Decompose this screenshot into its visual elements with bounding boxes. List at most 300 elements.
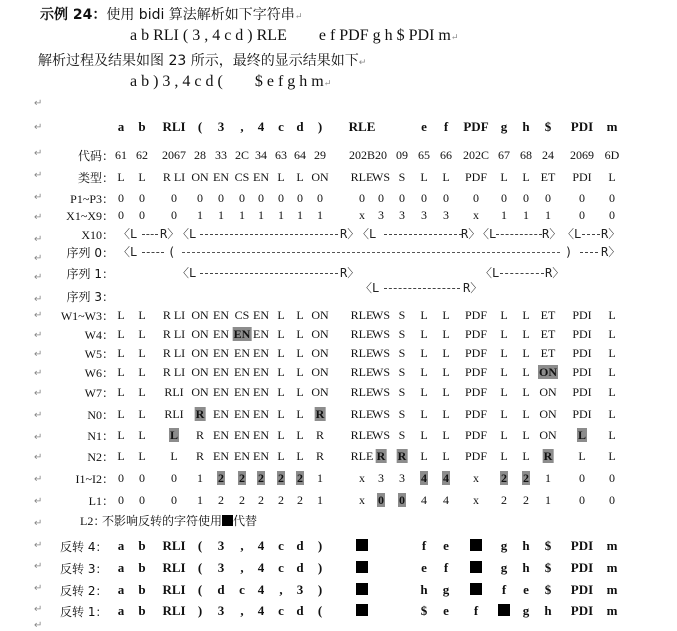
table-cell: 0: [118, 208, 124, 222]
table-cell: 64: [294, 148, 306, 162]
header-cell: PDI: [570, 119, 594, 134]
paragraph-mark-icon: ↵: [34, 496, 43, 507]
reversal-cell: e: [523, 582, 529, 597]
table-cell: EN: [213, 365, 229, 379]
row-label: 类型：: [77, 171, 114, 185]
reversal-cell: g: [522, 603, 530, 618]
description-line: [38, 50, 366, 70]
table-cell: L: [277, 428, 285, 442]
reversal-cell: ): [317, 560, 323, 575]
table-cell: R LI: [162, 365, 186, 379]
table-cell: EN: [253, 407, 269, 421]
table-cell: L: [608, 365, 616, 379]
table-cell: 2067: [162, 148, 186, 162]
table-cell: ON: [539, 385, 557, 399]
table-row: [0, 384, 677, 402]
table-cell: L: [296, 407, 304, 421]
table-cell: L: [117, 170, 125, 184]
table-cell: [543, 448, 554, 464]
row-label: P1~P3：: [70, 192, 114, 206]
highlighted-value: 0: [399, 493, 405, 507]
table-cell: 20: [375, 148, 387, 162]
paragraph-mark-icon: ↵: [34, 170, 43, 181]
table-cell: ET: [540, 327, 556, 341]
example-text: 使用 bidi 算法解析如下字符串: [106, 7, 295, 23]
table-cell: ET: [540, 346, 556, 360]
table-cell: [217, 470, 225, 486]
row-label: W7：: [84, 386, 114, 400]
highlighted-value: 2: [218, 471, 224, 485]
header-cell: RLI: [162, 119, 186, 134]
table-cell: ON: [311, 327, 329, 341]
table-cell: 0: [523, 191, 529, 205]
table-cell: L: [420, 428, 428, 442]
reversal-cell: m: [606, 560, 618, 575]
table-cell: 1: [545, 208, 551, 222]
run-open: 〈L: [480, 266, 500, 280]
reversal-label: 反转 4：: [60, 540, 108, 554]
table-row: [0, 147, 677, 165]
row-label: W4：: [84, 328, 114, 342]
run-dash: [580, 252, 598, 253]
table-cell: L: [117, 346, 125, 360]
table-cell: L: [442, 327, 450, 341]
table-row: [0, 169, 677, 187]
table-cell: PDF: [464, 327, 488, 341]
run-dash: [496, 234, 542, 235]
header-cell: RLE: [348, 119, 376, 134]
table-cell: 0: [239, 191, 245, 205]
result-string: [130, 73, 331, 91]
paragraph-mark-icon: ↵: [34, 122, 43, 133]
reversal-label: 反转 2：: [60, 584, 108, 598]
table-cell: RLE: [350, 428, 374, 442]
paragraph-mark-icon: ↵: [34, 583, 43, 594]
table-cell: L: [117, 449, 125, 463]
table-cell: 0: [399, 191, 405, 205]
reversal-label: 反转 3：: [60, 562, 108, 576]
table-header-row: [0, 119, 677, 137]
paragraph-mark-icon: ↵: [34, 561, 43, 572]
table-cell: RLI: [164, 385, 184, 399]
table-cell: EN: [213, 385, 229, 399]
placeholder-block-icon: [470, 560, 482, 576]
table-cell: L: [277, 365, 285, 379]
table-row: [0, 307, 677, 325]
table-cell: L: [608, 407, 616, 421]
table-cell: 0: [609, 208, 615, 222]
row-label: N0：: [87, 408, 114, 422]
table-cell: 1: [197, 471, 203, 485]
table-cell: 33: [215, 148, 227, 162]
table-cell: S: [398, 308, 406, 322]
table-cell: L: [522, 428, 530, 442]
table-cell: L: [522, 365, 530, 379]
table-cell: L: [442, 407, 450, 421]
table-cell: L: [277, 327, 285, 341]
table-cell: x: [359, 471, 365, 485]
table-cell: 1: [523, 208, 529, 222]
paragraph-mark-icon: ↵: [34, 212, 43, 223]
table-row: [0, 207, 677, 225]
reversal-cell: 4: [257, 582, 265, 597]
table-cell: [522, 470, 530, 486]
table-cell: R LI: [162, 346, 186, 360]
table-cell: L: [117, 327, 125, 341]
table-cell: L: [277, 385, 285, 399]
table-cell: EN: [253, 346, 269, 360]
placeholder-block-icon: [498, 603, 510, 619]
table-cell: L: [608, 170, 616, 184]
table-cell: RLE: [350, 449, 374, 463]
table-cell: PDF: [464, 308, 488, 322]
table-cell: [376, 448, 387, 464]
reversal-cell: b: [138, 560, 146, 575]
table-cell: L: [138, 308, 146, 322]
table-cell: L: [500, 346, 508, 360]
table-cell: PDF: [464, 385, 488, 399]
input-string: [130, 27, 458, 45]
reversal-cell: d: [296, 538, 304, 553]
table-cell: L: [277, 449, 285, 463]
result-string-text: a b ) 3 , 4 c d ( $ e f g h m: [130, 73, 324, 90]
black-square-icon: [356, 604, 368, 616]
table-cell: L: [138, 346, 146, 360]
table-cell: RLE: [350, 385, 374, 399]
highlighted-value: 2: [501, 471, 507, 485]
highlighted-value: 2: [297, 471, 303, 485]
header-cell: b: [138, 119, 146, 134]
table-cell: 0: [139, 191, 145, 205]
table-cell: L: [608, 428, 616, 442]
reversal-cell: b: [138, 582, 146, 597]
table-cell: L: [117, 365, 125, 379]
table-cell: 66: [440, 148, 452, 162]
reversal-cell: g: [442, 582, 450, 597]
table-cell: [257, 470, 265, 486]
table-cell: 4: [443, 493, 449, 507]
table-cell: 0: [359, 191, 365, 205]
table-cell: S: [398, 327, 406, 341]
table-cell: EN: [253, 449, 269, 463]
table-row: [0, 492, 677, 510]
table-cell: EN: [253, 385, 269, 399]
table-cell: L: [522, 308, 530, 322]
table-cell: L: [117, 407, 125, 421]
table-cell: [397, 448, 408, 464]
table-cell: L: [442, 170, 450, 184]
highlighted-value: R: [195, 407, 205, 421]
row-label: N1：: [87, 429, 114, 443]
table-cell: ON: [539, 428, 557, 442]
x10-row: [0, 226, 677, 244]
input-string-text: a b RLI ( 3 , 4 c d ) RLE e f PDF g h $ PDI m: [130, 27, 451, 44]
table-cell: 0: [473, 191, 479, 205]
table-cell: L: [608, 327, 616, 341]
table-cell: RLE: [350, 365, 374, 379]
reversal-cell: (: [197, 560, 203, 575]
table-cell: 1: [297, 208, 303, 222]
reversal-cell: a: [117, 538, 125, 553]
table-cell: L: [500, 407, 508, 421]
reversal-cell: b: [138, 538, 146, 553]
table-cell: 2: [523, 493, 529, 507]
l2-note: [102, 512, 257, 529]
table-cell: R LI: [162, 170, 186, 184]
table-cell: 0: [317, 191, 323, 205]
table-cell: 0: [609, 191, 615, 205]
paragraph-mark-icon: ↵: [34, 310, 43, 321]
paragraph-mark-icon: ↵: [34, 294, 43, 305]
table-cell: EN: [213, 407, 229, 421]
table-cell: L: [138, 428, 146, 442]
table-cell: 1: [218, 208, 224, 222]
table-cell: 2069: [570, 148, 594, 162]
table-cell: 1: [317, 208, 323, 222]
paragraph-mark-icon: ↵: [34, 388, 43, 399]
table-cell: L: [442, 365, 450, 379]
reversal-cell: $: [544, 582, 552, 597]
table-cell: PDF: [464, 407, 488, 421]
highlighted-value: 4: [421, 471, 427, 485]
l2-note-row: [0, 512, 677, 530]
table-cell: L: [296, 449, 304, 463]
table-cell: [315, 406, 326, 422]
table-cell: 0: [118, 493, 124, 507]
table-cell: L: [608, 385, 616, 399]
reversal-cell: ): [317, 582, 323, 597]
table-cell: WS: [372, 428, 390, 442]
table-cell: S: [398, 428, 406, 442]
table-cell: 0: [258, 191, 264, 205]
table-cell: L: [296, 170, 304, 184]
table-cell: EN: [234, 385, 250, 399]
table-cell: L: [420, 449, 428, 463]
reversal-cell: a: [117, 582, 125, 597]
run-close: R〉: [601, 245, 621, 259]
header-cell: ): [317, 119, 323, 134]
table-cell: L: [522, 327, 530, 341]
reversal-cell: RLI: [162, 603, 186, 618]
table-cell: CS: [234, 308, 250, 322]
sequence-0-row: [0, 244, 677, 262]
table-cell: R: [315, 449, 325, 463]
sequence-3-label: 序列 3：: [66, 290, 114, 304]
reversal-cell: 3: [217, 538, 225, 553]
table-cell: 1: [278, 208, 284, 222]
reversal-cell: PDI: [570, 560, 594, 575]
table-cell: L: [420, 407, 428, 421]
table-cell: EN: [253, 170, 269, 184]
reversal-cell: h: [420, 582, 428, 597]
table-cell: 63: [275, 148, 287, 162]
table-cell: L: [608, 449, 616, 463]
reversal-cell: ,: [279, 582, 283, 597]
paragraph-mark-icon: ↵: [34, 604, 43, 615]
isolate-open-paren: (: [168, 245, 176, 259]
table-cell: L: [442, 428, 450, 442]
paragraph-mark-icon: ↵: [34, 330, 43, 341]
reversal-cell: RLI: [162, 538, 186, 553]
row-label: 代码：: [77, 149, 114, 163]
table-cell: 0: [579, 493, 585, 507]
table-cell: 202B: [348, 148, 376, 162]
run-dash: [200, 234, 338, 235]
row-label: W1~W3：: [60, 309, 114, 323]
table-cell: L: [420, 170, 428, 184]
placeholder-block-icon: [356, 560, 368, 576]
table-cell: 0: [443, 191, 449, 205]
reversal-cell: 3: [217, 560, 225, 575]
reversal-cell: ,: [240, 560, 244, 575]
table-cell: L: [442, 346, 450, 360]
table-cell: 0: [545, 191, 551, 205]
table-cell: R: [195, 449, 205, 463]
table-cell: 0: [139, 493, 145, 507]
paragraph-mark-icon: ↵: [34, 98, 43, 109]
table-cell: L: [277, 170, 285, 184]
table-cell: L: [138, 385, 146, 399]
table-cell: L: [296, 428, 304, 442]
reversal-cell: c: [239, 582, 245, 597]
run-open: 〈L: [562, 227, 582, 241]
run-open: 〈L: [118, 227, 138, 241]
reversal-cell: ): [197, 603, 203, 618]
table-cell: 24: [542, 148, 554, 162]
table-cell: 6D: [604, 148, 620, 162]
table-cell: 2: [278, 493, 284, 507]
highlighted-value: L: [169, 428, 179, 442]
header-cell: g: [500, 119, 508, 134]
paragraph-mark-icon: ↵: [34, 432, 43, 443]
paragraph-mark-icon: ↵: [34, 368, 43, 379]
table-cell: ON: [191, 365, 209, 379]
sequence-3-row: [0, 288, 677, 306]
header-cell: d: [296, 119, 304, 134]
reversal-cell: b: [138, 603, 146, 618]
table-cell: 4: [421, 493, 427, 507]
table-cell: L: [420, 346, 428, 360]
table-cell: EN: [253, 327, 269, 341]
highlighted-value: 2: [258, 471, 264, 485]
table-cell: x: [473, 471, 479, 485]
table-cell: L: [296, 385, 304, 399]
l2-text-before: 不影响反转的字符使用: [102, 514, 223, 528]
table-cell: EN: [234, 407, 250, 421]
table-cell: L: [420, 385, 428, 399]
reversal-cell: a: [117, 560, 125, 575]
table-cell: PDF: [464, 365, 488, 379]
table-cell: 1: [545, 471, 551, 485]
table-cell: PDI: [572, 327, 592, 341]
table-cell: PDI: [572, 308, 592, 322]
l2-text-after: 代替: [233, 514, 258, 528]
table-cell: 3: [399, 208, 405, 222]
highlighted-value: 2: [278, 471, 284, 485]
reversal-cell: $: [544, 560, 552, 575]
table-cell: EN: [234, 428, 250, 442]
run-open: 〈L: [177, 266, 197, 280]
table-cell: [195, 406, 206, 422]
table-cell: 0: [579, 191, 585, 205]
table-cell: 1: [501, 208, 507, 222]
table-cell: WS: [372, 407, 390, 421]
reversal-cell: ,: [240, 603, 244, 618]
table-cell: WS: [372, 346, 390, 360]
black-square-icon: [470, 583, 482, 595]
highlighted-value: EN: [233, 327, 251, 341]
table-cell: ON: [311, 308, 329, 322]
reversal-cell: 3: [217, 603, 225, 618]
reversal-cell: PDI: [570, 582, 594, 597]
paragraph-mark-icon: ↵: [34, 192, 43, 203]
reversal-label: 反转 1：: [60, 605, 108, 619]
table-cell: x: [473, 208, 479, 222]
run-open: 〈L: [118, 245, 138, 259]
table-cell: ON: [191, 170, 209, 184]
reversal-cell: PDI: [570, 603, 594, 618]
run-close: R〉: [463, 281, 483, 295]
table-cell: L: [608, 308, 616, 322]
table-cell: R: [195, 428, 205, 442]
table-cell: WS: [372, 327, 390, 341]
table-cell: ON: [311, 170, 329, 184]
table-cell: ON: [191, 385, 209, 399]
table-row: [0, 427, 677, 445]
paragraph-mark-icon: ↵: [34, 474, 43, 485]
placeholder-block-icon: [356, 582, 368, 598]
table-cell: 0: [579, 471, 585, 485]
table-cell: S: [398, 407, 406, 421]
highlighted-value: R: [315, 407, 325, 421]
reversal-cell: d: [296, 560, 304, 575]
paragraph-mark-icon: ↵: [34, 540, 43, 551]
table-row: [0, 326, 677, 344]
highlighted-value: R: [543, 449, 553, 463]
table-cell: RLE: [350, 170, 374, 184]
table-cell: WS: [372, 385, 390, 399]
row-label: W5：: [84, 347, 114, 361]
table-cell: L: [522, 407, 530, 421]
paragraph-mark-icon: ↵: [34, 234, 43, 245]
table-cell: 34: [255, 148, 267, 162]
reversal-cell: g: [500, 538, 508, 553]
table-cell: S: [398, 365, 406, 379]
table-cell: S: [398, 385, 406, 399]
table-cell: L: [500, 385, 508, 399]
run-close: R〉: [160, 227, 180, 241]
header-cell: f: [443, 119, 449, 134]
table-cell: 0: [278, 191, 284, 205]
paragraph-mark-icon: ↵: [34, 410, 43, 421]
table-cell: L: [522, 346, 530, 360]
table-cell: 1: [239, 208, 245, 222]
table-cell: 202C: [462, 148, 490, 162]
header-cell: a: [117, 119, 125, 134]
table-cell: [277, 470, 285, 486]
header-cell: ,: [240, 119, 244, 134]
table-cell: [377, 492, 385, 508]
table-cell: 2: [501, 493, 507, 507]
reversal-cell: m: [606, 538, 618, 553]
placeholder-block-icon: [222, 515, 233, 526]
black-square-icon: [356, 561, 368, 573]
table-cell: L: [522, 385, 530, 399]
reversal-cell: (: [197, 582, 203, 597]
table-cell: 65: [418, 148, 430, 162]
table-cell: L: [117, 385, 125, 399]
table-cell: L: [277, 346, 285, 360]
